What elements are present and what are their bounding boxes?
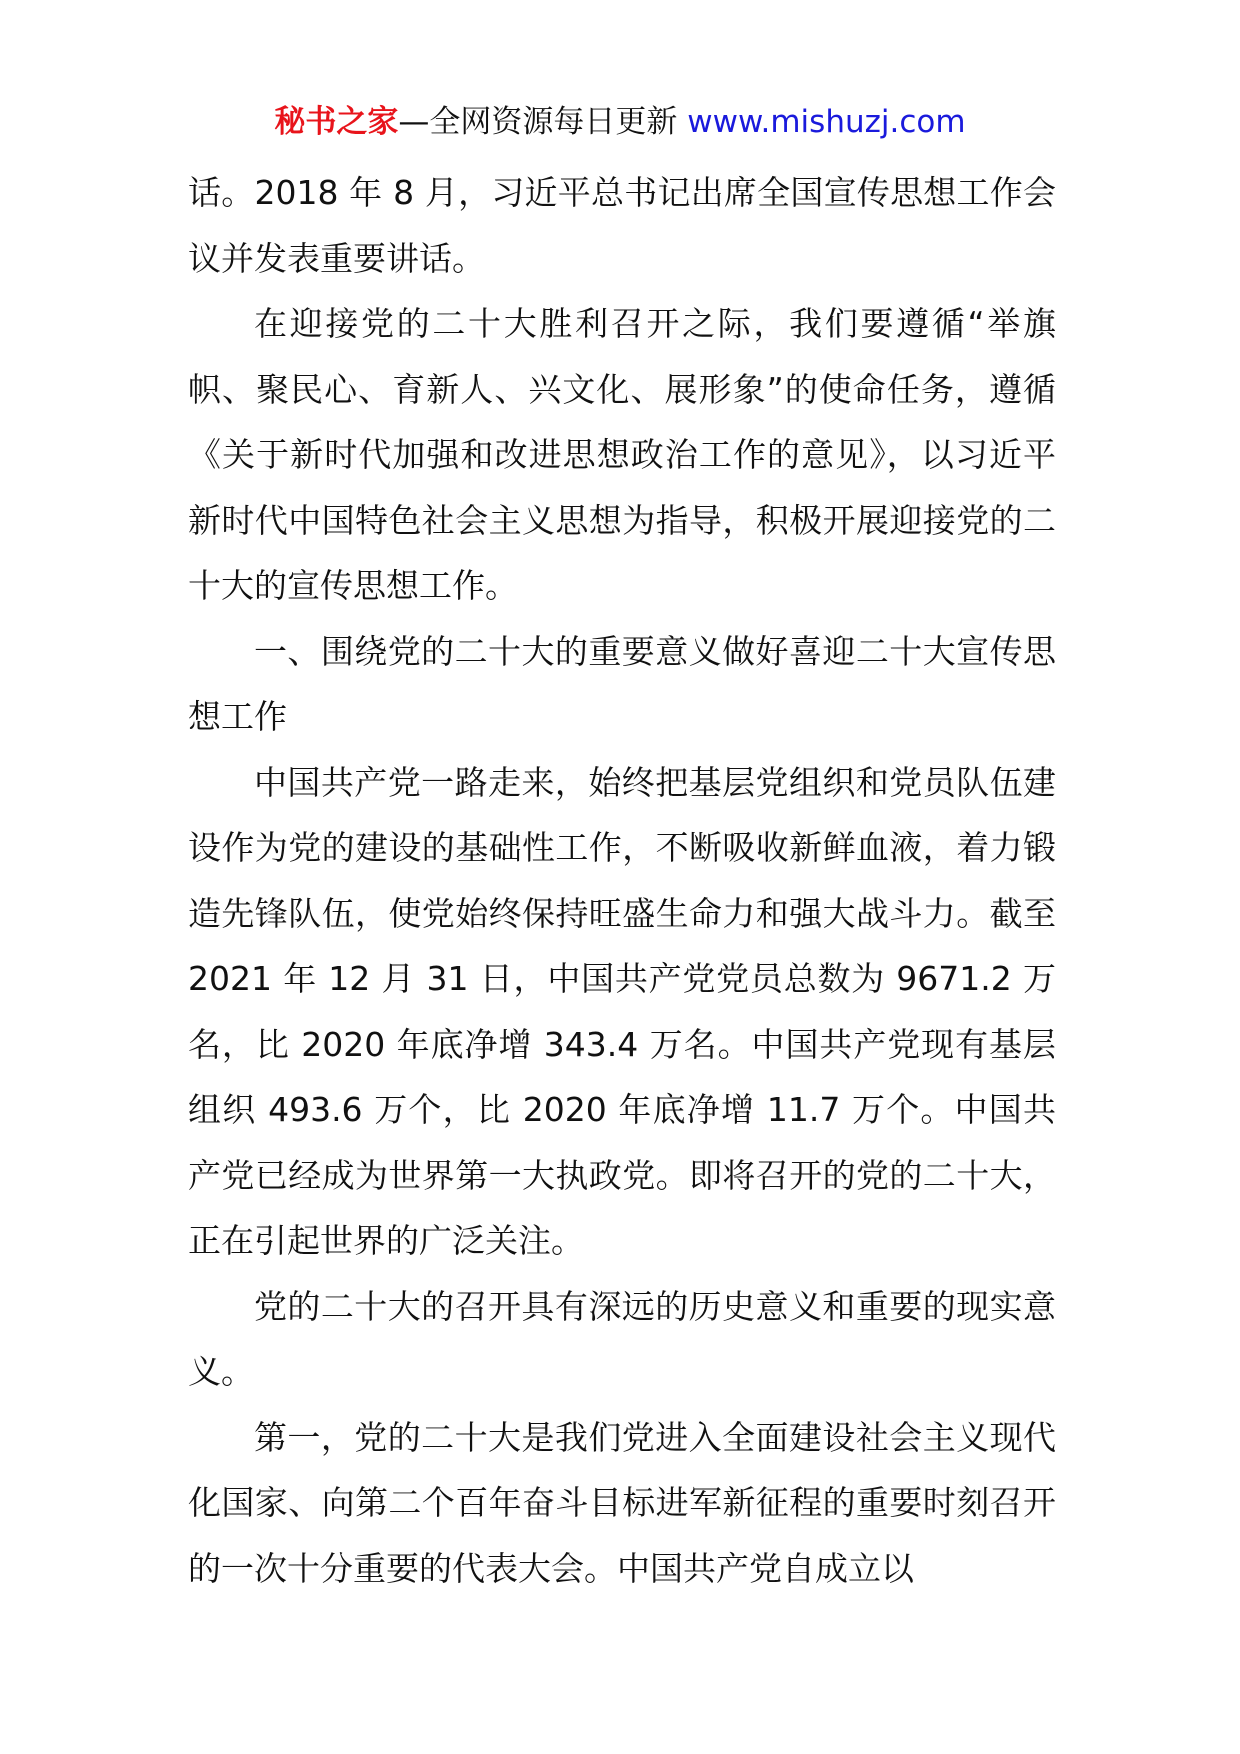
site-header — [0, 100, 1240, 144]
site-slogan: —全网资源每日更新 — [398, 104, 688, 140]
paragraph-intro: 在迎接党的二十大胜利召开之际，我们要遵循“举旗帜、聚民心、育新人、兴文化、展形象”的使命任务，遵循《关于新时代加强和改进思想政治工作的意见》，以习近平新时代中国特色社会主义思想为指导，积极开展迎接党的二十大的宣传思想工作。 — [188, 304, 1056, 605]
paragraph-party-history: 中国共产党一路走来，始终把基层党组织和党员队伍建设作为党的建设的基础性工作，不断吸收新鲜血液，着力锻造先锋队伍，使党始终保持旺盛生命力和强大战斗力。截至 2021 年 12 月 31 日，中国共产党党员总数为 9671.2 万名，比 2020 年底净增 343.4 万名。中国共产党现有基层组织 493.6 万个，比 2020 年底净增 11.7 万个。中国共产党已经成为世界第一大执政党。即将召开的党的二十大，正在引起世界的广泛关注。 — [188, 762, 1056, 1260]
document-body — [188, 160, 1056, 1601]
site-brand: 秘书之家 — [274, 104, 399, 140]
paragraph-first-point: 第一，党的二十大是我们党进入全面建设社会主义现代化国家、向第二个百年奋斗目标进军新征程的重要时刻召开的一次十分重要的代表大会。中国共产党自成立以 — [188, 1417, 1056, 1588]
paragraph-significance: 党的二十大的召开具有深远的历史意义和重要的现实意义。 — [188, 1286, 1056, 1391]
paragraph-continuation: 话。2018 年 8 月，习近平总书记出席全国宣传思想工作会议并发表重要讲话。 — [188, 173, 1056, 278]
site-url-link[interactable]: www.mishuzj.com — [687, 104, 966, 140]
section-heading: 一、围绕党的二十大的重要意义做好喜迎二十大宣传思想工作 — [188, 631, 1056, 736]
